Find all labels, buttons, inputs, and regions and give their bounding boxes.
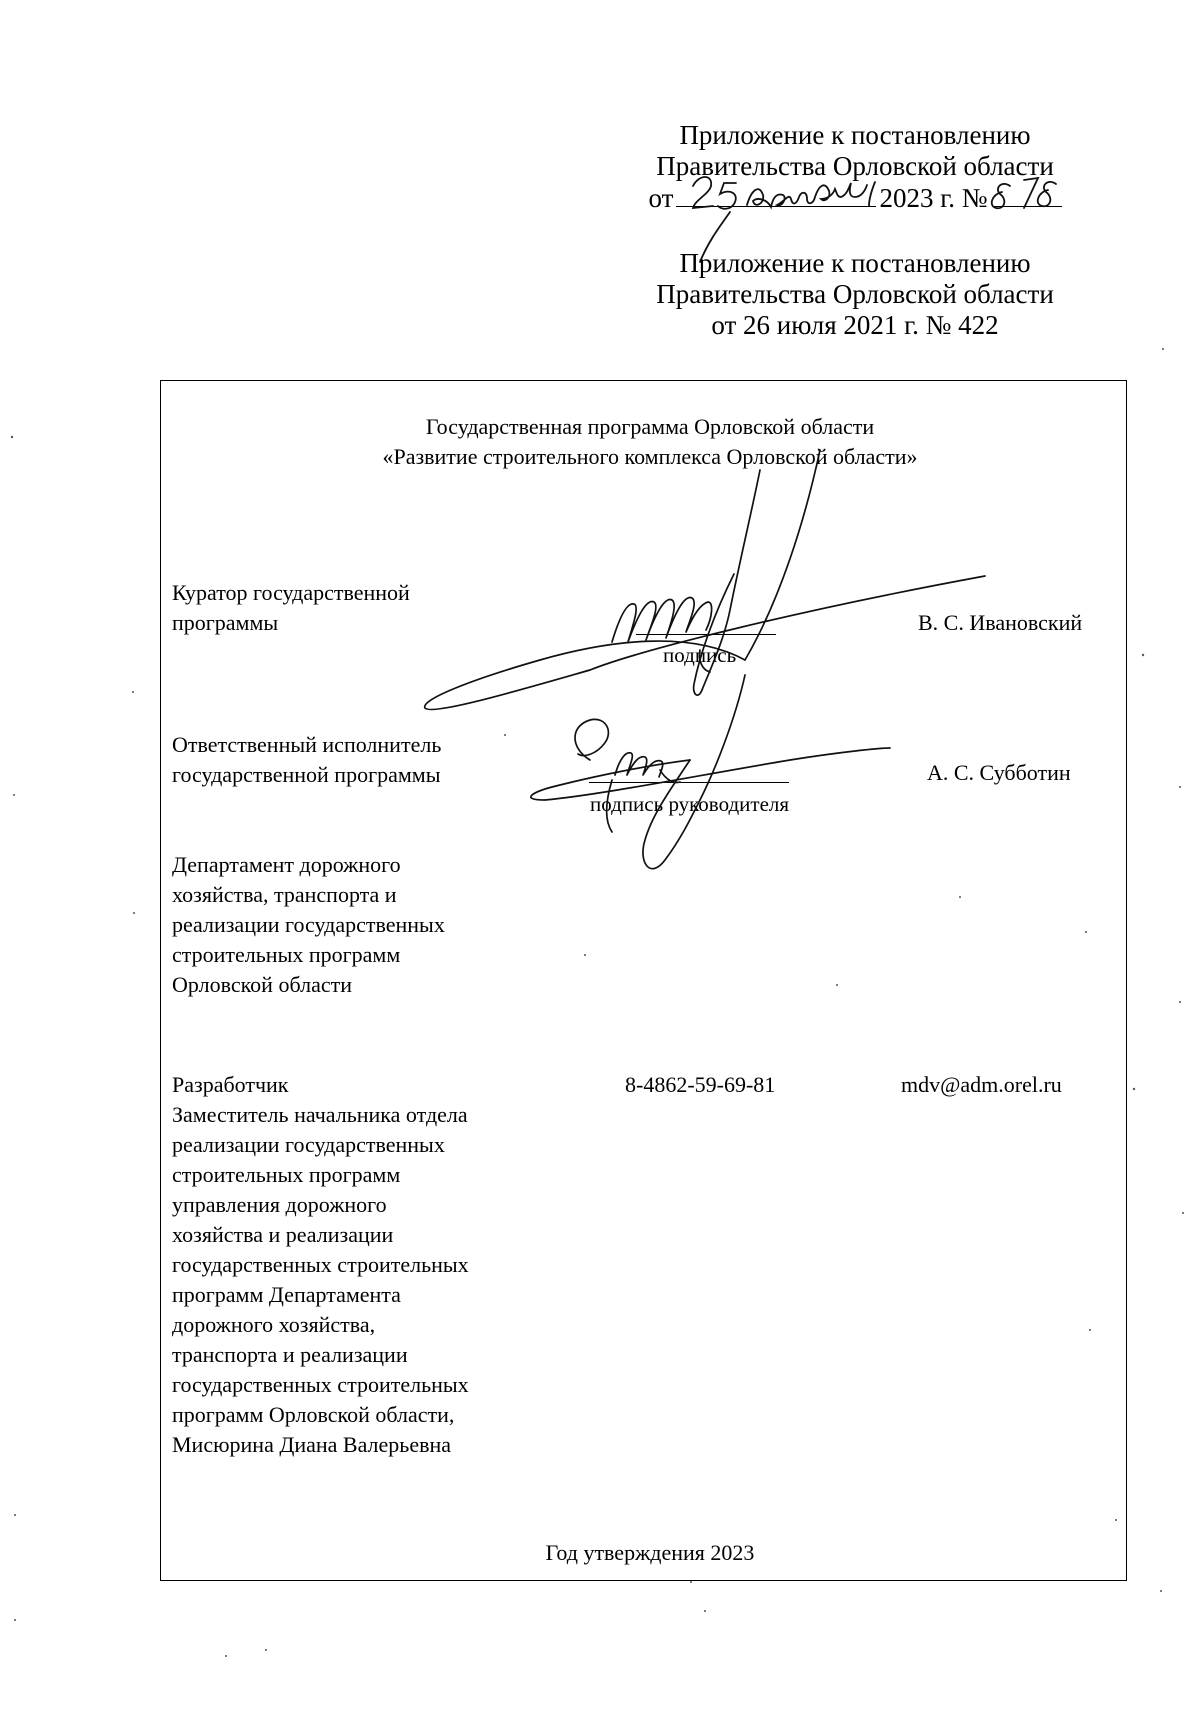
appendix-original-line1: Приложение к постановлению <box>679 248 1031 278</box>
developer-line: управления дорожного <box>172 1192 387 1217</box>
developer-line: хозяйства и реализации <box>172 1222 394 1247</box>
developer-line: программ Орловской области, <box>172 1402 455 1427</box>
developer-line: строительных программ <box>172 1162 401 1187</box>
executor-signature-caption: подпись руководителя <box>590 792 790 816</box>
developer-email: mdv@adm.orel.ru <box>901 1072 1062 1097</box>
date-prefix: от <box>648 183 674 213</box>
developer-line: государственных строительных <box>172 1372 469 1397</box>
department-line: строительных программ <box>172 942 401 967</box>
developer-line: программ Департамента <box>172 1282 401 1307</box>
appendix-original-line2: Правительства Орловской области <box>656 279 1054 309</box>
appendix-header-line2: Правительства Орловской области <box>656 151 1054 181</box>
appendix-original-line3: от 26 июля 2021 г. № 422 <box>711 310 999 340</box>
department-block <box>172 850 445 1000</box>
curator-label-line2: программы <box>172 610 279 635</box>
developer-line: Заместитель начальника отдела <box>172 1102 468 1127</box>
approval-year: Год утверждения 2023 <box>545 1540 755 1565</box>
program-title-line2: «Развитие строительного комплекса Орловской области» <box>382 444 918 469</box>
developer-label: Разработчик <box>172 1072 289 1097</box>
department-line: реализации государственных <box>172 912 445 937</box>
executor-label-line1: Ответственный исполнитель <box>172 732 442 757</box>
developer-line: дорожного хозяйства, <box>172 1312 376 1337</box>
curator-label-line1: Куратор государственной <box>172 580 410 605</box>
developer-description <box>172 1100 469 1460</box>
executor-label-line2: государственной программы <box>172 762 441 787</box>
developer-phone: 8-4862-59-69-81 <box>625 1072 776 1097</box>
department-line: Департамент дорожного <box>172 852 401 877</box>
curator-name: В. С. Ивановский <box>918 610 1083 635</box>
developer-line: Мисюрина Диана Валерьевна <box>172 1432 452 1457</box>
appendix-header-line1: Приложение к постановлению <box>679 120 1031 150</box>
department-line: хозяйства, транспорта и <box>172 882 397 907</box>
executor-name: А. С. Субботин <box>927 760 1071 785</box>
department-line: Орловской области <box>172 972 352 997</box>
developer-line: реализации государственных <box>172 1132 445 1157</box>
curator-signature-caption: подпись <box>663 643 737 667</box>
date-year: 2023 г. № <box>879 183 988 213</box>
developer-line: государственных строительных <box>172 1252 469 1277</box>
developer-line: транспорта и реализации <box>172 1342 408 1367</box>
program-title-line1: Государственная программа Орловской области <box>425 414 875 439</box>
